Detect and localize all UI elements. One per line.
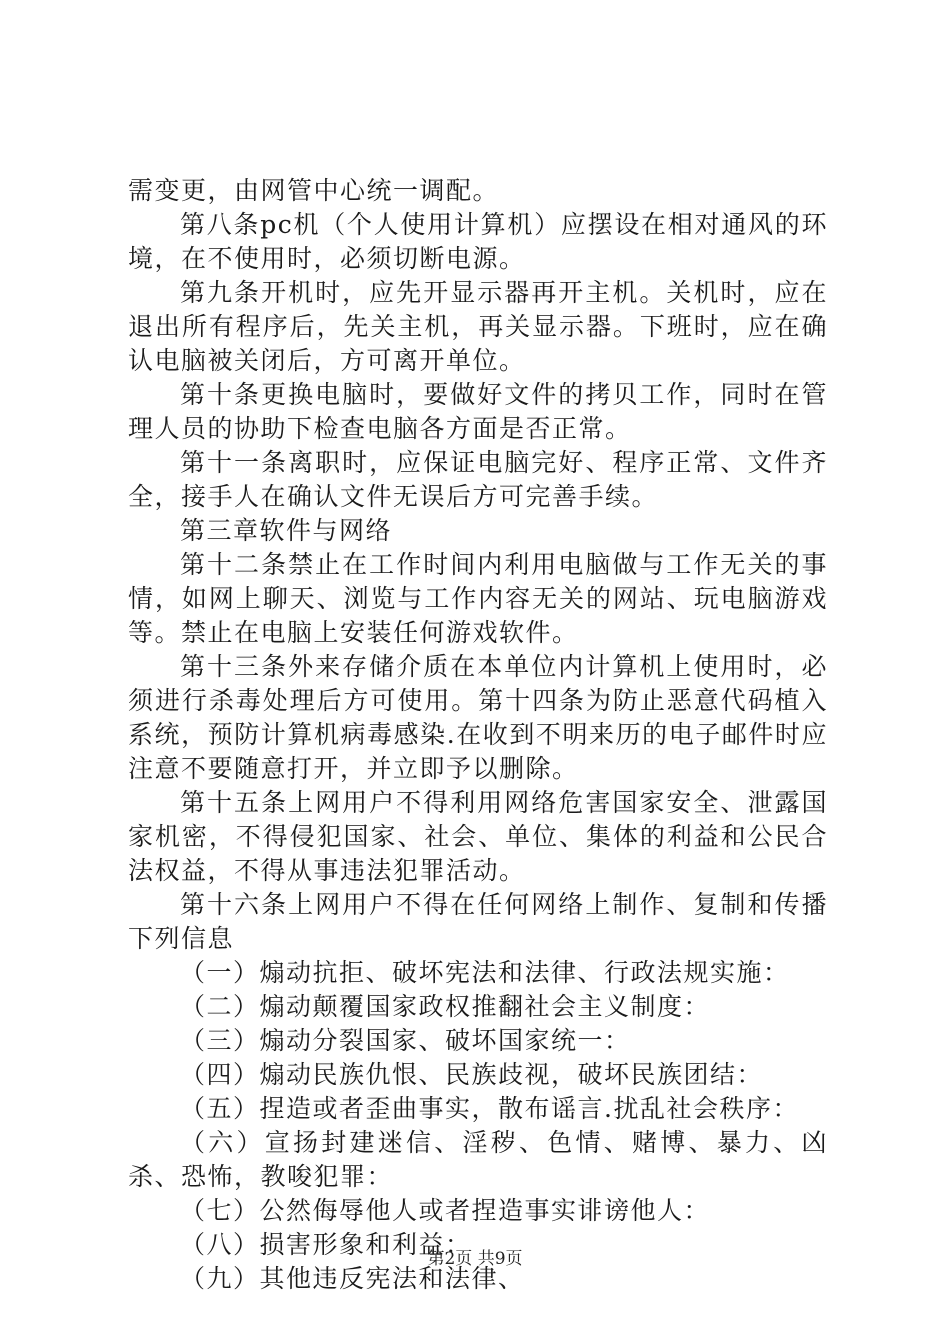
list-item: （九）其他违反宪法和法律、 [180, 1264, 525, 1293]
page-number-footer: 第2页 共9页 [427, 1249, 523, 1269]
list-item: （二）煽动颠覆国家政权推翻社会主义制度： [180, 992, 711, 1021]
paragraph: 第十二条禁止在工作时间内利用电脑做与工作无关的事情，如网上聊天、浏览与工作内容无关的网站、玩电脑游戏等。禁止在电脑上安装任何游戏软件。 [128, 550, 828, 647]
list-item: （八）损害形象和利益： [180, 1230, 472, 1259]
chapter-heading: 第三章软件与网络 [180, 516, 393, 545]
list-item: （三）煽动分裂国家、破坏国家统一： [180, 1026, 631, 1055]
list-item: （七）公然侮辱他人或者捏造事实诽谤他人： [180, 1196, 711, 1225]
list-item: （四）煽动民族仇恨、民族歧视，破坏民族团结： [180, 1060, 764, 1089]
paragraph: 第十三条外来存储介质在本单位内计算机上使用时，必须进行杀毒处理后方可使用。第十四条为防止恶意代码植入系统，预防计算机病毒感染.在收到不明来历的电子邮件时应注意不要随意打开，并立即予以删除。 [128, 652, 828, 783]
list-item: （六）宣扬封建迷信、淫秽、色情、赌博、暴力、凶杀、恐怖，教唆犯罪： [128, 1128, 828, 1191]
paragraph: 第九条开机时，应先开显示器再开主机。关机时，应在退出所有程序后，先关主机，再关显示器。下班时，应在确认电脑被关闭后，方可离开单位。 [128, 278, 828, 375]
list-item: （一）煽动抗拒、破坏宪法和法律、行政法规实施： [180, 958, 790, 987]
paragraph: 第十一条离职时，应保证电脑完好、程序正常、文件齐全，接手人在确认文件无误后方可完善手续。 [128, 448, 828, 511]
document-body [128, 174, 828, 1296]
paragraph: 第十六条上网用户不得在任何网络上制作、复制和传播下列信息 [128, 890, 828, 953]
paragraph: 第八条pc机（个人使用计算机）应摆设在相对通风的环境，在不使用时，必须切断电源。 [128, 210, 828, 273]
paragraph: 需变更，由网管中心统一调配。 [128, 176, 500, 205]
paragraph: 第十五条上网用户不得利用网络危害国家安全、泄露国家机密，不得侵犯国家、社会、单位、集体的利益和公民合法权益，不得从事违法犯罪活动。 [128, 788, 828, 885]
paragraph: 第十条更换电脑时，要做好文件的拷贝工作，同时在管理人员的协助下检查电脑各方面是否正常。 [128, 380, 828, 443]
list-item: （五）捏造或者歪曲事实，散布谣言.扰乱社会秩序： [180, 1094, 799, 1123]
